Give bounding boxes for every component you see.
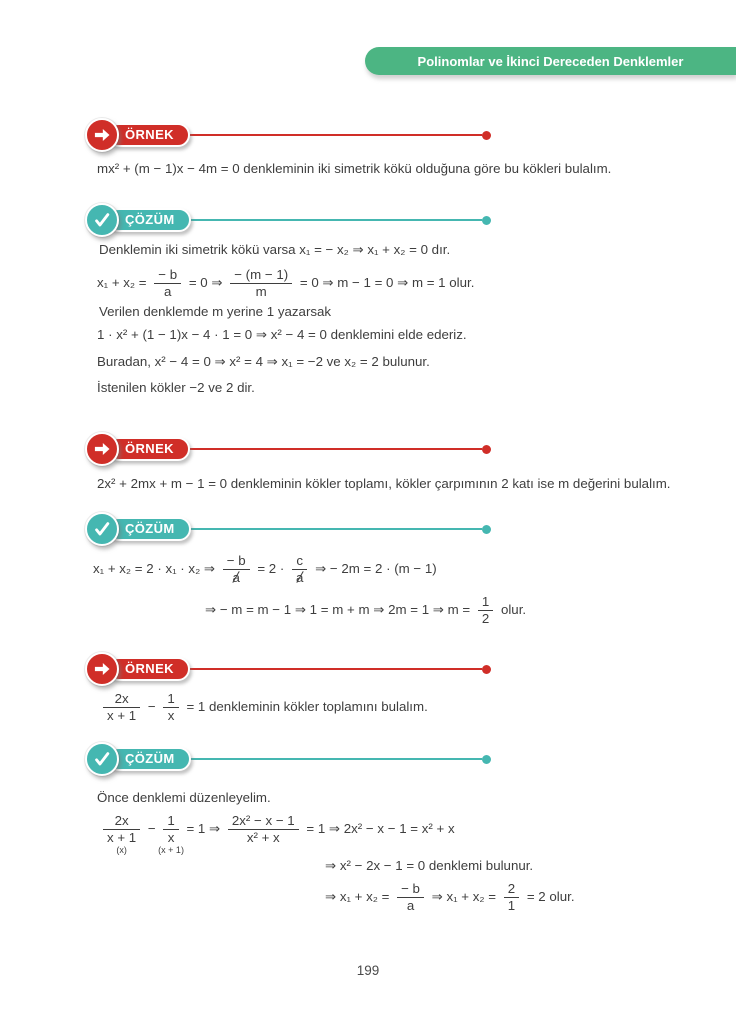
numerator: 1 — [167, 812, 175, 828]
ornek-badge: ÖRNEK — [107, 657, 190, 681]
example3-statement — [99, 686, 428, 728]
solution1-line2 — [97, 262, 474, 304]
solution1-line1: Denklemin iki simetrik kökü varsa x₁ = − x₂ ⇒ x₁ + x₂ = 0 dır. — [99, 242, 451, 257]
ornek2-marker — [85, 431, 491, 467]
line-end-dot — [482, 131, 491, 140]
numerator: 1 — [167, 690, 175, 706]
fraction — [223, 553, 250, 586]
numerator: 2x — [114, 812, 129, 828]
line-end-dot — [482, 525, 491, 534]
chapter-title: Polinomlar ve İkinci Dereceden Denklemler — [417, 53, 684, 69]
math-text: = 2 · — [253, 561, 288, 577]
denominator: x + 1 — [107, 829, 137, 845]
fraction — [228, 813, 299, 846]
ornek-badge: ÖRNEK — [107, 437, 190, 461]
divider-line — [188, 134, 482, 137]
numerator: − b — [158, 266, 178, 282]
math-text: = 0 ⇒ m − 1 = 0 ⇒ m = 1 olur. — [296, 275, 475, 291]
cozum-badge: ÇÖZÜM — [107, 208, 191, 232]
numerator: 1 — [481, 593, 490, 609]
common-denominator-note: (x) — [116, 845, 127, 856]
math-text: ⇒ − 2m = 2 · (m − 1) — [311, 561, 437, 577]
divider-line — [189, 219, 482, 222]
solution1-line6: İstenilen kökler −2 ve 2 dir. — [97, 380, 255, 395]
arrow-right-icon — [85, 432, 119, 466]
line-end-dot — [482, 216, 491, 225]
cozum2-marker — [85, 511, 491, 547]
numerator: 2x² − x − 1 — [231, 812, 295, 828]
check-icon — [85, 742, 119, 776]
solution3-line2 — [99, 806, 455, 856]
divider-line — [188, 448, 482, 451]
denominator: a — [406, 897, 415, 913]
solution3-line1: Önce denklemi düzenleyelim. — [97, 790, 271, 805]
denominator: x — [167, 829, 175, 845]
math-text: ⇒ − m = m − 1 ⇒ 1 = m + m ⇒ 2m = 1 ⇒ m = — [205, 602, 474, 618]
solution3-line4 — [325, 876, 575, 918]
denominator — [292, 570, 307, 586]
arrow-right-icon — [85, 652, 119, 686]
fraction — [478, 594, 493, 627]
fraction — [154, 267, 181, 300]
divider-line — [189, 758, 482, 761]
cozum1-marker — [85, 202, 491, 238]
denominator: m — [255, 283, 267, 299]
line-end-dot — [482, 665, 491, 674]
example1-statement: mx² + (m − 1)x − 4m = 0 denkleminin iki simetrik kökü olduğuna göre bu kökleri bulalım. — [97, 161, 612, 176]
solution1-line4: 1 · x² + (1 − 1)x − 4 · 1 = 0 ⇒ x² − 4 = 0 denklemini elde ederiz. — [97, 327, 467, 342]
math-text: − — [144, 821, 160, 837]
denominator: x² + x — [246, 829, 280, 845]
check-icon — [85, 512, 119, 546]
solution2-line1 — [93, 548, 437, 590]
fraction — [103, 691, 140, 724]
math-text: = 1 denkleminin kökler toplamını bulalım. — [182, 699, 428, 715]
math-text: = 0 ⇒ — [185, 275, 227, 291]
cancelled-term: a — [296, 569, 304, 585]
numerator: c — [296, 552, 304, 568]
solution3-line3: ⇒ x² − 2x − 1 = 0 denklemi bulunur. — [325, 858, 534, 873]
cozum-badge: ÇÖZÜM — [107, 517, 191, 541]
math-text: = 2 olur. — [523, 889, 575, 905]
cozum3-marker — [85, 741, 491, 777]
math-text: = 1 ⇒ — [182, 821, 224, 837]
math-text: x₁ + x₂ = 2 · x₁ · x₂ ⇒ — [93, 561, 219, 577]
ornek1-marker — [85, 117, 491, 153]
math-text: = 1 ⇒ 2x² − x − 1 = x² + x — [302, 821, 455, 837]
check-icon — [85, 203, 119, 237]
fraction — [158, 812, 184, 856]
denominator: a — [163, 283, 172, 299]
page-number: 199 — [356, 963, 380, 978]
denominator: x + 1 — [107, 707, 137, 723]
common-denominator-note: (x + 1) — [158, 845, 184, 856]
denominator — [223, 570, 250, 586]
denominator: x — [167, 707, 175, 723]
numerator: − b — [226, 552, 246, 568]
denominator: 2 — [481, 610, 490, 626]
math-text: x₁ + x₂ = — [97, 275, 151, 291]
numerator: − (m − 1) — [234, 266, 289, 282]
fraction — [397, 881, 424, 914]
divider-line — [188, 668, 482, 671]
ornek-badge: ÖRNEK — [107, 123, 190, 147]
divider-line — [189, 528, 482, 531]
line-end-dot — [482, 445, 491, 454]
line-end-dot — [482, 755, 491, 764]
cancelled-term: a — [232, 569, 240, 585]
example2-statement: 2x² + 2mx + m − 1 = 0 denkleminin kökler toplamı, kökler çarpımının 2 katı ise m değerini bulalım. — [97, 476, 671, 491]
cozum-badge: ÇÖZÜM — [107, 747, 191, 771]
fraction — [163, 691, 178, 724]
math-text: − — [144, 699, 160, 715]
math-text: ⇒ x₁ + x₂ = — [325, 889, 394, 905]
ornek3-marker — [85, 651, 491, 687]
numerator: 2 — [507, 880, 516, 896]
math-text: olur. — [497, 602, 527, 618]
chapter-header-badge — [365, 47, 736, 75]
solution1-line3: Verilen denklemde m yerine 1 yazarsak — [99, 304, 332, 319]
numerator: − b — [401, 880, 420, 896]
denominator: 1 — [507, 897, 516, 913]
fraction — [103, 812, 140, 856]
solution2-line2 — [205, 589, 526, 631]
solution1-line5: Buradan, x² − 4 = 0 ⇒ x² = 4 ⇒ x₁ = −2 ve x₂ = 2 bulunur. — [97, 354, 430, 369]
fraction — [230, 267, 292, 300]
math-text: ⇒ x₁ + x₂ = — [427, 889, 500, 905]
arrow-right-icon — [85, 118, 119, 152]
numerator: 2x — [114, 690, 129, 706]
fraction — [292, 553, 307, 586]
fraction — [504, 881, 519, 914]
